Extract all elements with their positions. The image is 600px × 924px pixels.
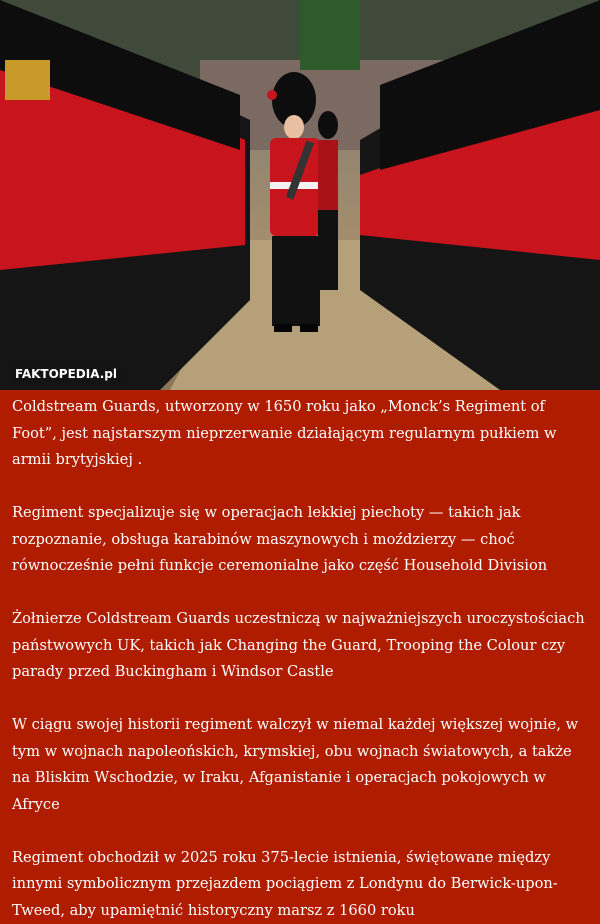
guards-illustration	[0, 0, 600, 390]
watermark-logo: FAKTOPEDIA.pl	[10, 365, 122, 383]
guards-photo	[0, 0, 600, 390]
caption-paragraph-2: Regiment specjalizuje się w operacjach lekkiej piechoty — takich jak rozpoznanie, obsługa karabinów maszynowych i moździerzy — choć równocześnie pełni funkcje ceremonialne jako część Household Division	[12, 500, 588, 580]
caption-paragraph-3: Żołnierze Coldstream Guards uczestniczą w najważniejszych uroczystościach państwowych UK, takich jak Changing the Guard, Trooping the Colour czy parady przed Buckingham i Windsor Castle	[12, 606, 588, 686]
caption-paragraph-4: W ciągu swojej historii regiment walczył w niemal każdej większej wojnie, w tym w wojnach napoleońskich, krymskiej, obu wojnach światowych, a także na Bliskim Wschodzie, w Iraku, Afganistanie i operacjach pokojowych w Afryce	[12, 712, 588, 818]
caption-paragraph-1: Coldstream Guards, utworzony w 1650 roku jako „Monck’s Regiment of Foot”, jest najstarszym nieprzerwanie działającym regularnym pułkiem w armii brytyjskiej .	[12, 394, 588, 474]
caption-text	[0, 390, 600, 924]
caption-paragraph-5: Regiment obchodził w 2025 roku 375-lecie istnienia, świętowane między innymi symbolicznym przejazdem pociągiem z Londynu do Berwick-upon-Tweed, aby upamiętnić historyczny marsz z 1660 roku	[12, 845, 588, 924]
